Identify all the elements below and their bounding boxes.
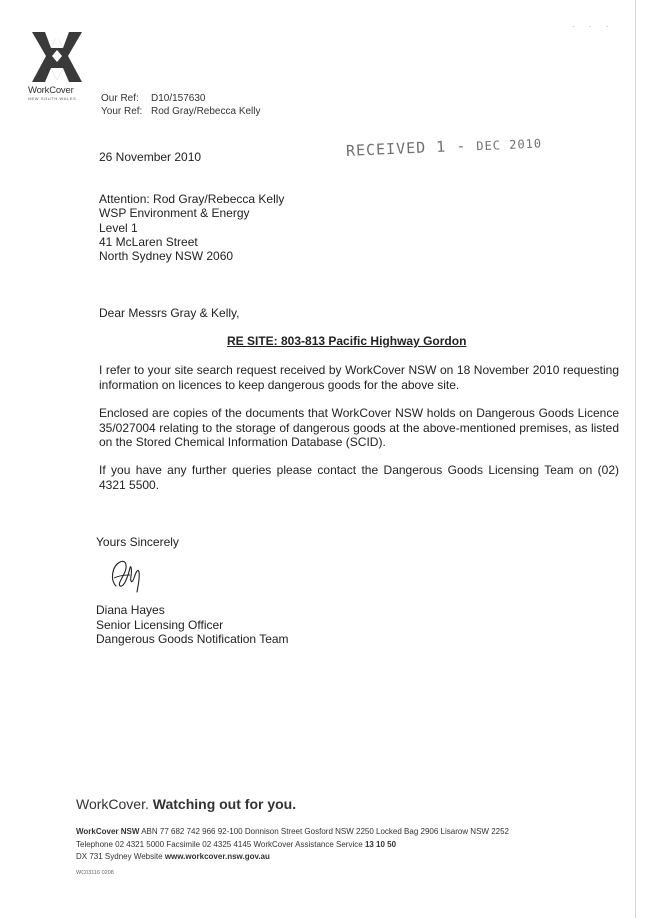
our-ref-label: Our Ref: — [101, 93, 139, 104]
tagline-slogan: Watching out for you. — [152, 796, 297, 812]
body-paragraph: Enclosed are copies of the documents that WorkCover NSW holds on Dangerous Goods Licence 35/027004 relating to the storage of dangerous goods at the above-mentioned premises, as listed on the Stored Chemical Information Database (SCID). — [99, 406, 619, 449]
signer-team: Dangerous Goods Notification Team — [96, 632, 289, 646]
stamp-dash: - — [455, 136, 467, 156]
logo-wordmark: WorkCover — [28, 85, 74, 96]
signature-icon — [108, 556, 148, 594]
address-line: Attention: Rod Gray/Rebecca Kelly — [99, 192, 285, 206]
body-paragraph: If you have any further queries please contact the Dangerous Goods Licensing Team on (02) 4321 5500. — [99, 463, 619, 492]
workcover-logo — [28, 30, 96, 101]
our-ref-value: D10/157630 — [151, 93, 206, 104]
handwritten-signature — [108, 556, 148, 599]
stamp-day: 1 — [435, 137, 447, 157]
signer-title: Senior Licensing Officer — [96, 617, 224, 632]
letter-date: 26 November 2010 — [99, 150, 202, 164]
footer-website-link[interactable]: www.workcover.nsw.gov.au — [164, 852, 270, 861]
footer-org: WorkCover NSW — [76, 827, 140, 836]
footer-address: ABN 77 682 742 966 92-100 Donnison Street Gosford NSW 2250 Locked Bag 2906 Lisarow NSW 2252 — [141, 827, 509, 836]
footer-tagline — [76, 796, 296, 812]
address-line: 41 McLaren Street — [99, 234, 198, 249]
workcover-logo-icon — [28, 30, 86, 84]
address-line: WSP Environment & Energy — [99, 206, 250, 221]
address-line: North Sydney NSW 2060 — [99, 249, 234, 264]
subject-line: RE SITE: 803-813 Pacific Highway Gordon — [227, 334, 467, 348]
your-ref-value: Rod Gray/Rebecca Kelly — [151, 106, 261, 117]
tagline-brand: WorkCover. — [76, 796, 149, 812]
signer-name: Diana Hayes — [96, 603, 165, 617]
footer-phone: Telephone 02 4321 5000 Facsimile 02 4325 4145 WorkCover Assistance Service — [76, 839, 363, 849]
signer-block — [96, 603, 289, 647]
stamp-month-year: DEC 2010 — [476, 136, 543, 154]
your-ref-label: Your Ref: — [101, 106, 143, 117]
salutation: Dear Messrs Gray & Kelly, — [99, 306, 240, 320]
body-paragraph: I refer to your site search request received by WorkCover NSW on 18 November 2010 requesting information on licences to keep dangerous goods for the above site. — [99, 363, 619, 392]
closing: Yours Sincerely — [96, 535, 179, 549]
address-line: Level 1 — [99, 220, 138, 235]
footer-contact — [76, 826, 509, 864]
logo-subtitle: NEW SOUTH WALES — [28, 95, 77, 101]
recipient-address — [99, 192, 284, 263]
stamp-received: RECEIVED — [345, 138, 427, 160]
form-code: WC03116 0208 — [76, 870, 114, 876]
reference-block — [101, 92, 261, 118]
scan-specks: · · · — [572, 22, 615, 31]
footer-dx: DX 731 Sydney Website — [76, 852, 163, 861]
footer-assistance-number: 13 10 50 — [364, 839, 397, 849]
